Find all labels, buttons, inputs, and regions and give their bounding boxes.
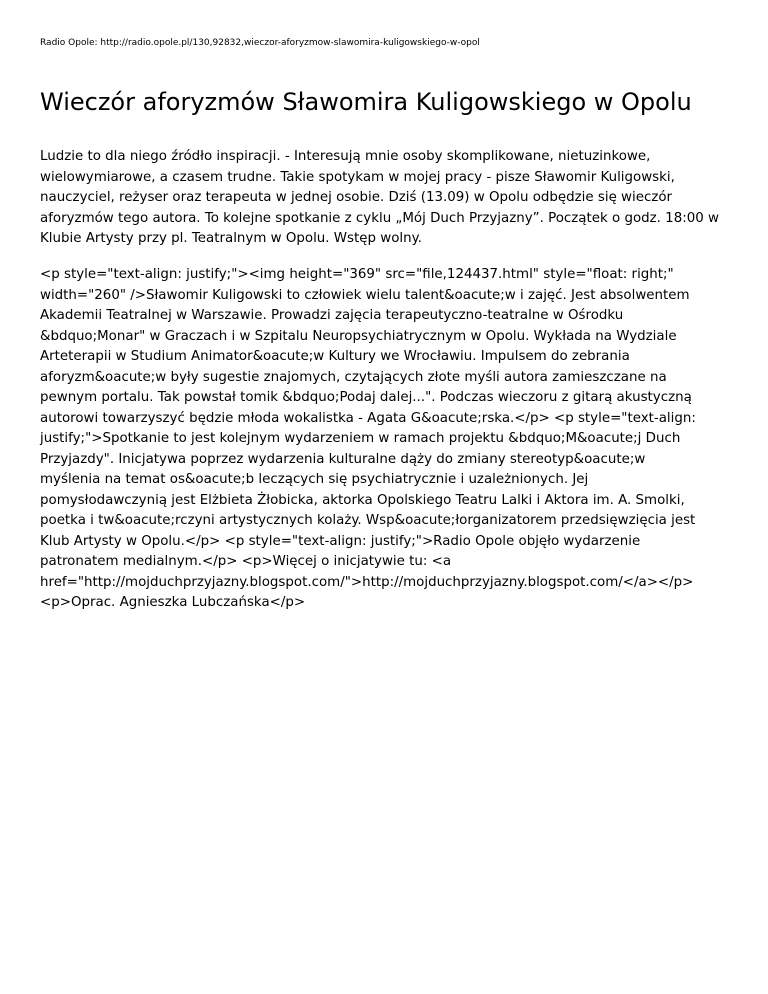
article-lead: Ludzie to dla niego źródło inspiracji. - Interesują mnie osoby skomplikowane, nietuzinkowe, wielowymiarowe, a czasem trudne. Takie spotykam w mojej pracy - pisze Sławomir Kuligowski, nauczyciel, reżyser oraz terapeuta w jednej osobie. Dziś (13.09) w Opolu odbędzie się wieczór aforyzmów tego autora. To kolejne spotkanie z cyklu „Mój Duch Przyjazny”. Początek o godz. 18:00 w Klubie Artysty przy pl. Teatralnym w Opolu. Wstęp wolny. [40,149,719,246]
article-body-raw-html: <p style="text-align: justify;"><img height="369" src="file,124437.html" style="float: right;" width="260" />Sławomir Kuligowski to człowiek wielu talent&oacute;w i zajęć. Jest absolwentem Akademii Teatralnej w Warszawie. Prowadzi zajęcia terapeutyczno-teatralne w Ośrodku &bdquo;Monar" w Graczach i w Szpitalu Neuropsychiatrycznym w Opolu. Wykłada na Wydziale Arteterapii w Studium Animator&oacute;w Kultury we Wrocławiu. Impulsem do zebrania aforyzm&oacute;w były sugestie znajomych, czytających złote myśli autora zamieszczane na pewnym portalu. Tak powstał tomik &bdquo;Podaj dalej...". Podczas wieczoru z gitarą akustyczną autorowi towarzyszyć będzie młoda wokalistka - Agata G&oacute;rska.</p> <p style="text-align: justify;">Spotkanie to jest kolejnym wydarzeniem w ramach projektu &bdquo;M&oacute;j Duch Przyjazdy". Inicjatywa poprzez wydarzenia kulturalne dąży do zmiany stereotyp&oacute;w myślenia na temat os&oacute;b leczących się psychiatrycznie i uzależnionych. Jej pomysłodawczynią jest Elżbieta Żłobicka, aktorka Opolskiego Teatru Lalki i Aktora im. A. Smolki, poetka i tw&oacute;rczyni artystycznych kolaży. Wsp&oacute;łorganizatorem przedsięwzięcia jest Klub Artysty w Opolu.</p> <p style="text-align: justify;">Radio Opole objęło wydarzenie patronatem medialnym.</p> <p>Więcej o inicjatywie tu: <a href="http://mojduchprzyjazny.blogspot.com/">http://mojduchprzyjazny.blogspot.com/</a></p> <p>Oprac. Agnieszka Lubczańska</p> [40,267,696,610]
article-title: Wieczór aforyzmów Sławomira Kuligowskiego w Opolu [40,88,692,116]
source-line: Radio Opole: http://radio.opole.pl/130,92832,wieczor-aforyzmow-slawomira-kuligowskiego-w-opol [40,38,480,48]
